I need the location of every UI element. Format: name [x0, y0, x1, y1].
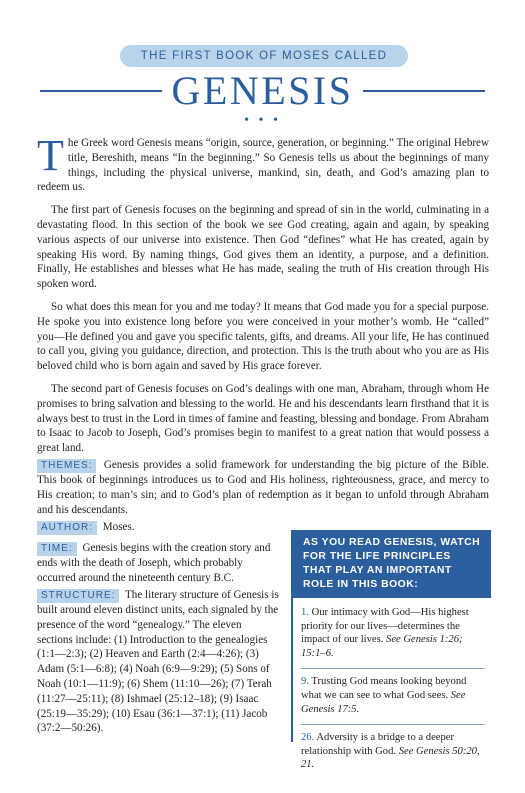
author-section [37, 520, 277, 535]
title-rule-left [40, 90, 162, 92]
time-text: Genesis begins with the creation story and ends with the death of Joseph, which probably occurred around the nineteenth century B.C. [37, 542, 271, 584]
principle-number: 1. [301, 607, 309, 618]
author-label: AUTHOR: [37, 521, 97, 535]
themes-section [37, 458, 489, 517]
themes-label: THEMES: [37, 459, 96, 473]
title-rule-right [363, 90, 485, 92]
principle-text: Our intimacy with God—His highest priority for our lives—determines the impact of our lives. [301, 607, 469, 646]
principle-reference: See Genesis 17:5. [301, 689, 466, 715]
sidebar-heading: AS YOU READ GENESIS, WATCH FOR THE LIFE PRINCIPLES THAT PLAY AN IMPORTANT ROLE IN THIS BOOK: [293, 530, 491, 598]
title-ornament: • • • [244, 113, 281, 128]
principle-item [301, 668, 485, 716]
drop-cap: T [37, 131, 64, 180]
structure-section [37, 588, 280, 736]
intro-paragraph-2: The first part of Genesis focuses on the beginning and spread of sin in the world, culminating in a devastating flood. In this section of the book we see God creating, again and again, by speaking various aspects of our universe into existence. Then God “defines” what He has created, again by speaking His word. By naming things, God gives them an identity, a purpose, and a definition. Finally, He establishes and blesses what He has made, sealing the truth of His creation through His spoken word. [37, 204, 489, 291]
book-banner: THE FIRST BOOK OF MOSES CALLED [120, 45, 408, 67]
intro-paragraph-1-text: he Greek word Genesis means “origin, source, generation, or beginning.” The original Hebrew title, Bereshith, means “In the beginning.” So Genesis tells us about the beginnings of many things, including the physical universe, mankind, sin, death, and God’s amazing plan to redeem us. [37, 137, 489, 194]
intro-paragraph-1 [37, 131, 489, 195]
principle-reference: See Genesis 50:20, 21. [301, 745, 480, 771]
principles-list [293, 598, 491, 772]
time-label: TIME: [37, 542, 77, 556]
author-text: Moses. [102, 521, 135, 533]
principle-number: 9. [301, 676, 309, 688]
title-row [40, 70, 485, 112]
principle-reference: See Genesis 1:26; 15:1–6. [301, 634, 463, 659]
life-principles-sidebar [291, 530, 491, 771]
intro-text [37, 131, 489, 464]
time-section [37, 541, 280, 586]
structure-text: The literary structure of Genesis is built around eleven distinct units, each signaled by the presence of the word “genealogy.” The eleven sections include: (1) Introduction to the genealogies (1:1—2:3); (2) Heaven and Earth (2:4—4:26); (3) Adam (5:1—6:8); (4) Noah (6:9—9:29); (5) Sons of Noah (10:1—11:9); (6) Shem (11:10—26); (7) Terah (11:27—25:11); (8) Ishmael (25:12–18); (9) Isaac (25:19—35:29); (10) Esau (36:1—37:1); (11) Jacob (37:2—50:26). [37, 589, 279, 735]
structure-label: STRUCTURE: [37, 589, 119, 603]
principle-item [301, 724, 485, 772]
principle-number: 26. [301, 732, 315, 744]
principle-item [301, 606, 485, 660]
themes-text: Genesis provides a solid framework for understanding the big picture of the Bible. This book of beginnings introduces us to God and His holiness, righteousness, grace, and mercy to His creation; to man’s sin; and to God’s plan of redemption as it began to unfold through Abraham and his descendants. [37, 459, 489, 516]
principle-text: Adversity is a bridge to a deeper relationship with God. [301, 732, 455, 757]
intro-paragraph-3: So what does this mean for you and me today? It means that God made you for a special purpose. He spoke you into existence long before you were conceived in your mother’s womb. He “called” you—He defined you and gave you specific talents, gifts, and dreams. All your life, He has continued to call you, giving you guidance, direction, and protection. This is the truth about who you are as His beloved child who is born again and saved by His grace forever. [37, 300, 489, 373]
principle-text: Trusting God means looking beyond what we can see to what God sees. [301, 676, 467, 701]
page-title: GENESIS [171, 68, 354, 113]
intro-paragraph-4: The second part of Genesis focuses on God’s dealings with one man, Abraham, through whom He promises to bring salvation and blessing to the world. He and his descendants learn firsthand that it is always best to trust in the Lord in times of famine and feasting, blessing and bondage. From Abraham to Isaac to Jacob to Joseph, God’s promises begin to manifest to a great nation that would possess a great land. [37, 382, 489, 455]
